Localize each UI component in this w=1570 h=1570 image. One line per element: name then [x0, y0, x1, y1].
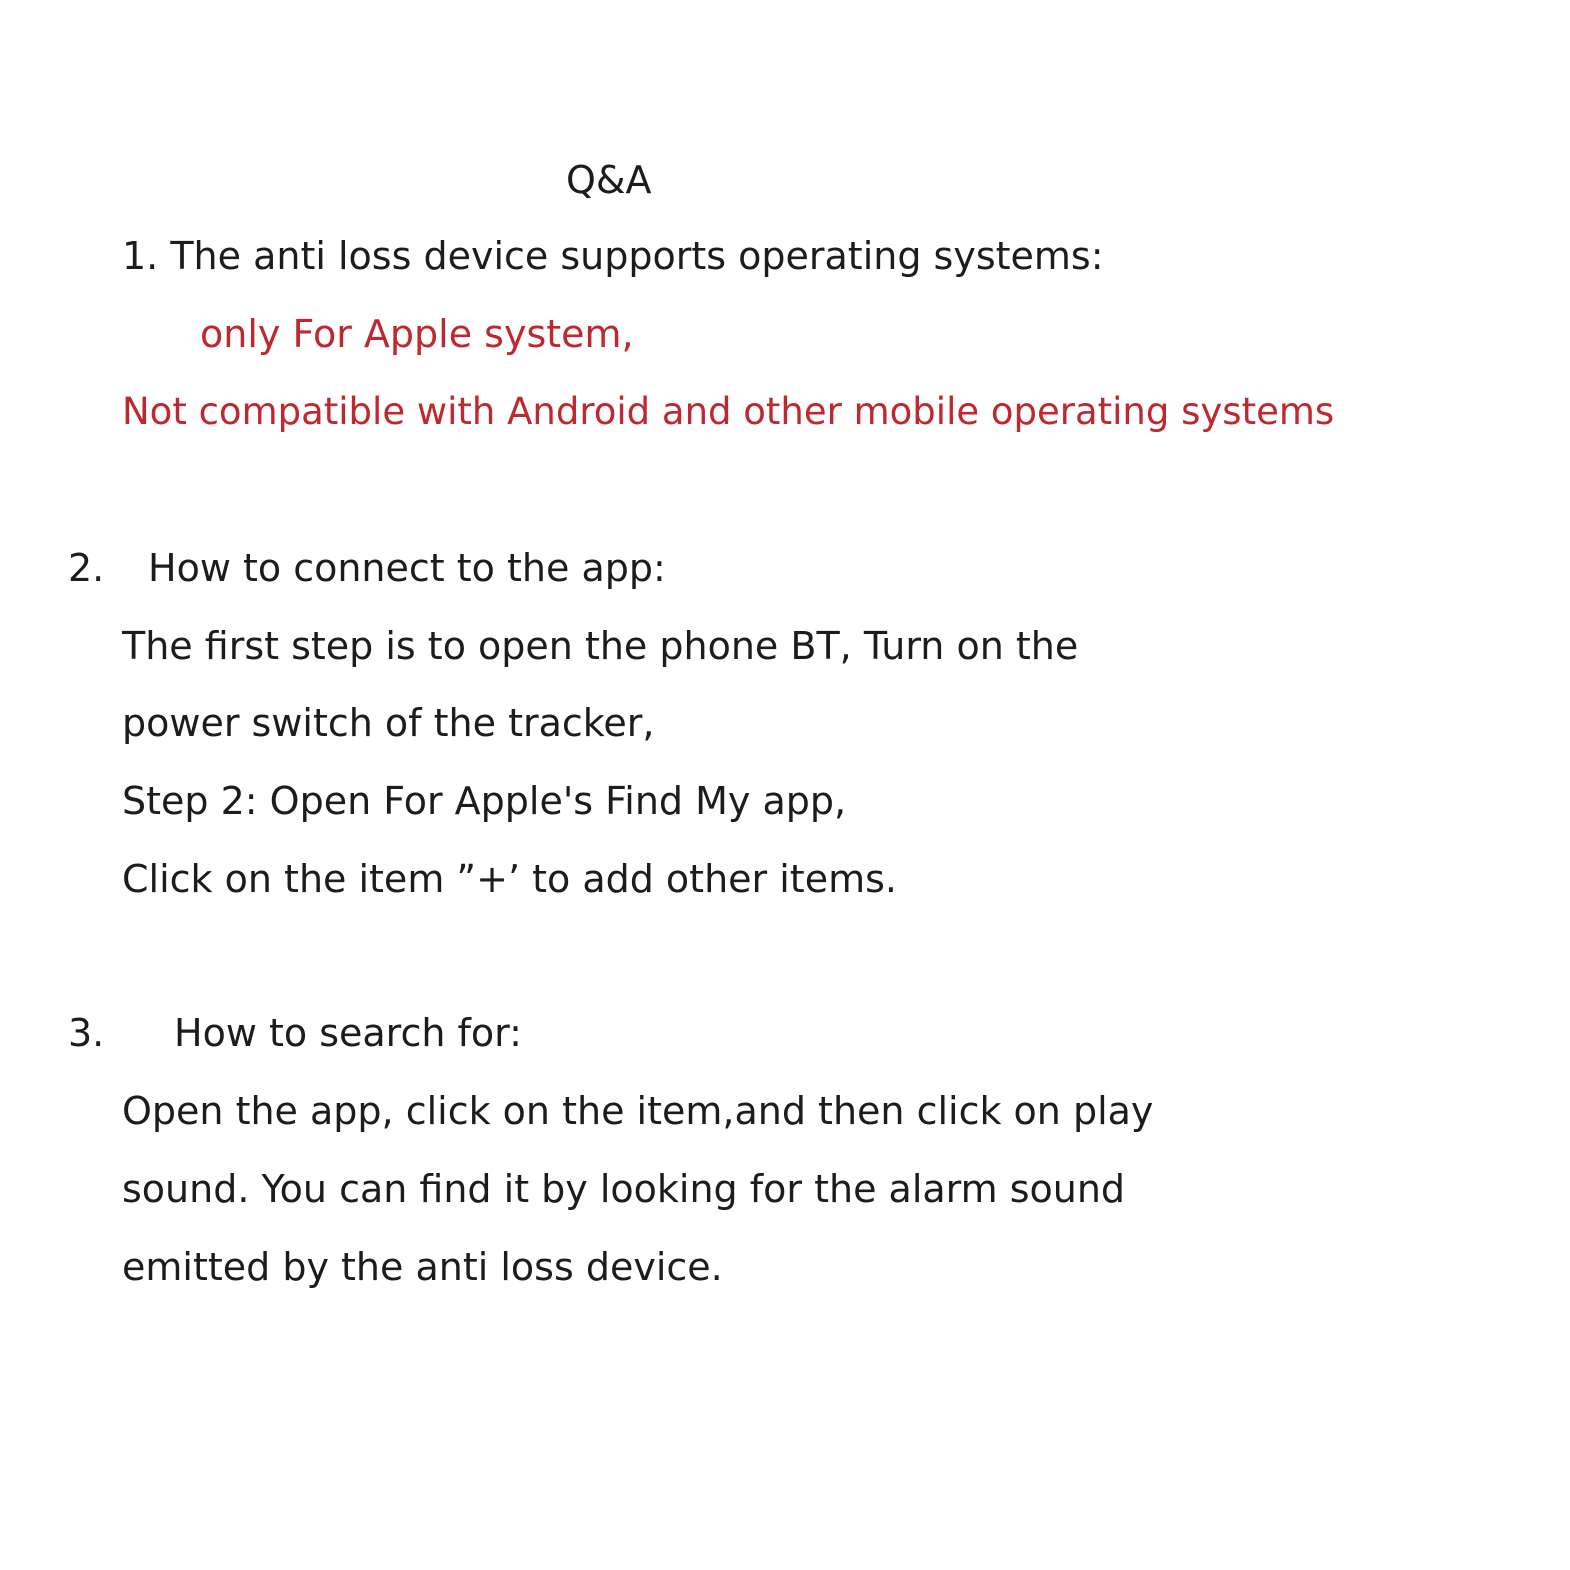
q2-number: 2. — [68, 546, 105, 590]
q2-line-4: Click on the item ”+’ to add other items. — [122, 857, 897, 901]
q1-heading: 1. The anti loss device supports operating systems: — [122, 234, 1104, 278]
q2-heading: How to connect to the app: — [148, 546, 666, 590]
page-title: Q&A — [566, 158, 652, 202]
q3-line-1: Open the app, click on the item,and then click on play — [122, 1089, 1154, 1133]
q2-line-2: power switch of the tracker, — [122, 701, 655, 745]
q2-line-1: The first step is to open the phone BT, Turn on the — [122, 624, 1079, 668]
q3-heading: How to search for: — [174, 1011, 522, 1055]
q3-line-3: emitted by the anti loss device. — [122, 1245, 723, 1289]
q1-answer-apple-only: only For Apple system, — [200, 312, 634, 356]
q1-answer-not-android: Not compatible with Android and other mobile operating systems — [122, 390, 1335, 433]
q2-line-3: Step 2: Open For Apple's Find My app, — [122, 779, 847, 823]
q3-line-2: sound. You can find it by looking for the alarm sound — [122, 1167, 1126, 1211]
q3-number: 3. — [68, 1011, 105, 1055]
